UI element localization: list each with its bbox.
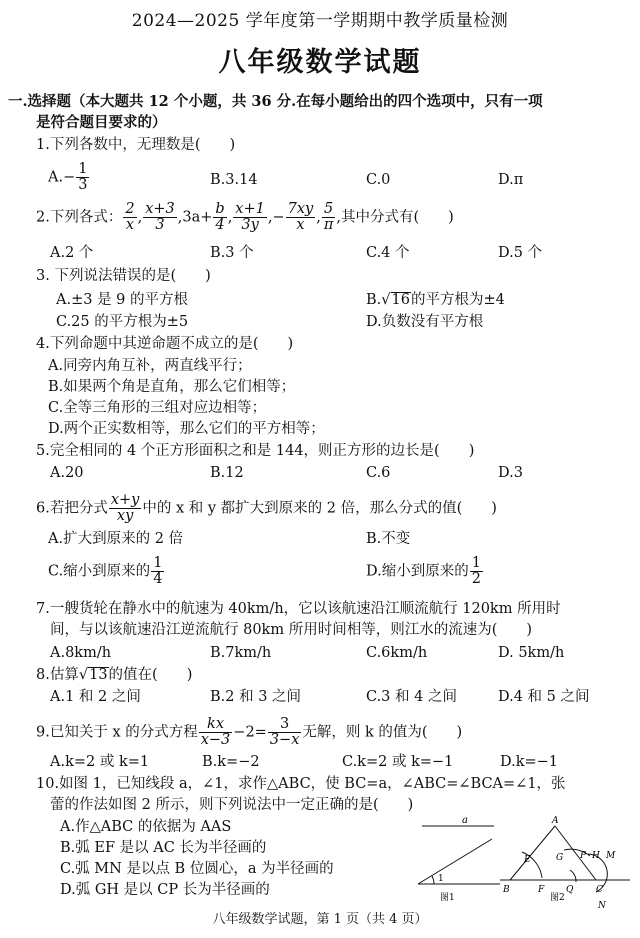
q8-option-d: D.4 和 5 之间 bbox=[498, 689, 590, 705]
q4-option-d: D.两个正实数相等，那么它们的平方相等； bbox=[48, 421, 325, 437]
q10-stem-cont: 蕾的作法如图 2 所示，则下列说法中一定正确的是( ) bbox=[50, 797, 414, 813]
q9-option-b: B.k=−2 bbox=[202, 754, 260, 770]
q3-option-c: C.25 的平方根为±5 bbox=[56, 314, 189, 330]
label-C: C bbox=[596, 885, 603, 895]
q3-stem: 3. 下列说法错误的是( ) bbox=[36, 268, 211, 284]
q2-option-c: C.4 个 bbox=[366, 245, 410, 261]
q10-stem: 10.如图 1，已知线段 a，∠1，求作△ABC，使 BC=a，∠ABC=∠BCA=∠1，张 bbox=[36, 776, 566, 792]
q9-option-d: D.k=−1 bbox=[500, 754, 559, 770]
q8-option-c: C.3 和 4 之间 bbox=[366, 689, 457, 705]
q5-option-a: A.20 bbox=[50, 465, 84, 481]
side-ab bbox=[510, 826, 555, 880]
label-fig2: 图2 bbox=[550, 893, 565, 903]
q2-option-a: A.2 个 bbox=[50, 245, 94, 261]
q7-option-d: D. 5km/h bbox=[498, 645, 565, 661]
q4-option-b: B.如果两个角是直角，那么它们相等； bbox=[48, 379, 296, 395]
q6-option-b: B.不变 bbox=[366, 531, 411, 547]
q3-option-d: D.负数没有平方根 bbox=[366, 314, 484, 330]
angle-arc bbox=[432, 876, 434, 884]
q5-option-b: B.12 bbox=[210, 465, 244, 481]
q6-option-a: A.扩大到原来的 2 倍 bbox=[48, 531, 184, 547]
page-footer: 八年级数学试题，第 1 页（共 4 页） bbox=[212, 912, 428, 927]
q8-option-b: B.2 和 3 之间 bbox=[210, 689, 302, 705]
q4-option-a: A.同旁内角互补，两直线平行； bbox=[48, 358, 252, 374]
q4-stem: 4.下列命题中其逆命题不成立的是( ) bbox=[36, 336, 294, 352]
q1-option-c: C.0 bbox=[366, 172, 391, 188]
section-heading: 一.选择题（本大题共 12 个小题，共 36 分.在每小题给出的四个选项中，只有一项 bbox=[8, 93, 543, 110]
q7-option-a: A.8km/h bbox=[50, 645, 112, 661]
label-P: P bbox=[580, 851, 587, 861]
q6-option-c: C.缩小到原来的 $\frac{1}{4}$ bbox=[48, 555, 163, 587]
label-E: E bbox=[524, 855, 531, 865]
label-H: H bbox=[592, 851, 600, 861]
q10-option-d: D.弧 GH 是以 CP 长为半径画的 bbox=[60, 882, 270, 898]
label-M: M bbox=[606, 851, 616, 861]
label-G: G bbox=[556, 853, 564, 863]
label-N: N bbox=[598, 901, 606, 911]
q5-option-d: D.3 bbox=[498, 465, 523, 481]
q7-stem-cont: 间，与以该航速沿江逆流航行 80km 所用时间相等，则江水的流速为( ) bbox=[50, 622, 533, 638]
label-F: F bbox=[538, 885, 545, 895]
angle-ray-top bbox=[418, 839, 492, 884]
q10-figures bbox=[400, 812, 636, 912]
q6-stem: 6.若把分式 $\frac{x+y}{xy}$ 中的 x 和 y 都扩大到原来的 2 倍，那么分式的值( ) bbox=[36, 492, 497, 524]
q8-stem: 8.估算√13的值在( ) bbox=[36, 667, 193, 683]
q1-stem: 1.下列各数中，无理数是( ) bbox=[36, 137, 236, 153]
q9-option-a: A.k=2 或 k=1 bbox=[50, 754, 150, 770]
q7-option-c: C.6km/h bbox=[366, 645, 428, 661]
exam-header: 2024—2025 学年度第一学期期中教学质量检测 bbox=[131, 11, 509, 31]
q7-stem: 7.一艘货轮在静水中的航速为 40km/h，它以该航速沿江顺流航行 120km 所用时 bbox=[36, 601, 561, 617]
q2-option-d: D.5 个 bbox=[498, 245, 543, 261]
q10-option-b: B.弧 EF 是以 AC 长为半径画的 bbox=[60, 840, 267, 856]
label-B: B bbox=[503, 885, 510, 895]
q5-stem: 5.完全相同的 4 个正方形面积之和是 144，则正方形的边长是( ) bbox=[36, 443, 475, 459]
q10-option-a: A.作△ABC 的依据为 AAS bbox=[60, 819, 232, 835]
q6-option-d: D.缩小到原来的 $\frac{1}{2}$ bbox=[366, 555, 481, 587]
q4-option-c: C.全等三角形的三组对应边相等； bbox=[48, 400, 267, 416]
q10-option-c: C.弧 MN 是以点 B 位圆心，a 为半径画的 bbox=[60, 861, 334, 877]
section-heading-cont: 是符合题目要求的） bbox=[36, 114, 167, 131]
label-angle-1: 1 bbox=[438, 874, 444, 884]
q2-stem: 2.下列各式： $\frac{2}{x}$ , $\frac{x+3}{3}$ ,3a+ $\frac{b}{4}$ , $\frac{x+1}{3y}$ ,− $\frac{7xy}{x}$ , $\frac{5}{\pi}$ ,其中分式有( ) bbox=[36, 201, 454, 233]
q1-option-a: A.− $\frac{1}{3}$ bbox=[48, 161, 88, 193]
q1-option-d: D.π bbox=[498, 172, 524, 188]
q1-option-b: B.3.14 bbox=[210, 172, 258, 188]
q2-option-b: B.3 个 bbox=[210, 245, 254, 261]
q7-option-b: B.7km/h bbox=[210, 645, 272, 661]
label-A: A bbox=[552, 816, 559, 826]
exam-title: 八年级数学试题 bbox=[218, 47, 422, 78]
q9-option-c: C.k=2 或 k=−1 bbox=[342, 754, 454, 770]
label-Q: Q bbox=[566, 885, 574, 895]
label-a: a bbox=[462, 815, 468, 826]
q3-option-b: B.√16的平方根为±4 bbox=[366, 292, 505, 308]
q5-option-c: C.6 bbox=[366, 465, 391, 481]
q3-option-a: A.±3 是 9 的平方根 bbox=[56, 292, 189, 308]
label-fig1: 图1 bbox=[440, 893, 455, 903]
q8-option-a: A.1 和 2 之间 bbox=[50, 689, 141, 705]
q9-stem: 9.已知关于 x 的分式方程 $\frac{kx}{x-3}$ −2= $\frac{3}{3-x}$ 无解，则 k 的值为( ) bbox=[36, 716, 463, 748]
figure-1 bbox=[418, 826, 500, 884]
